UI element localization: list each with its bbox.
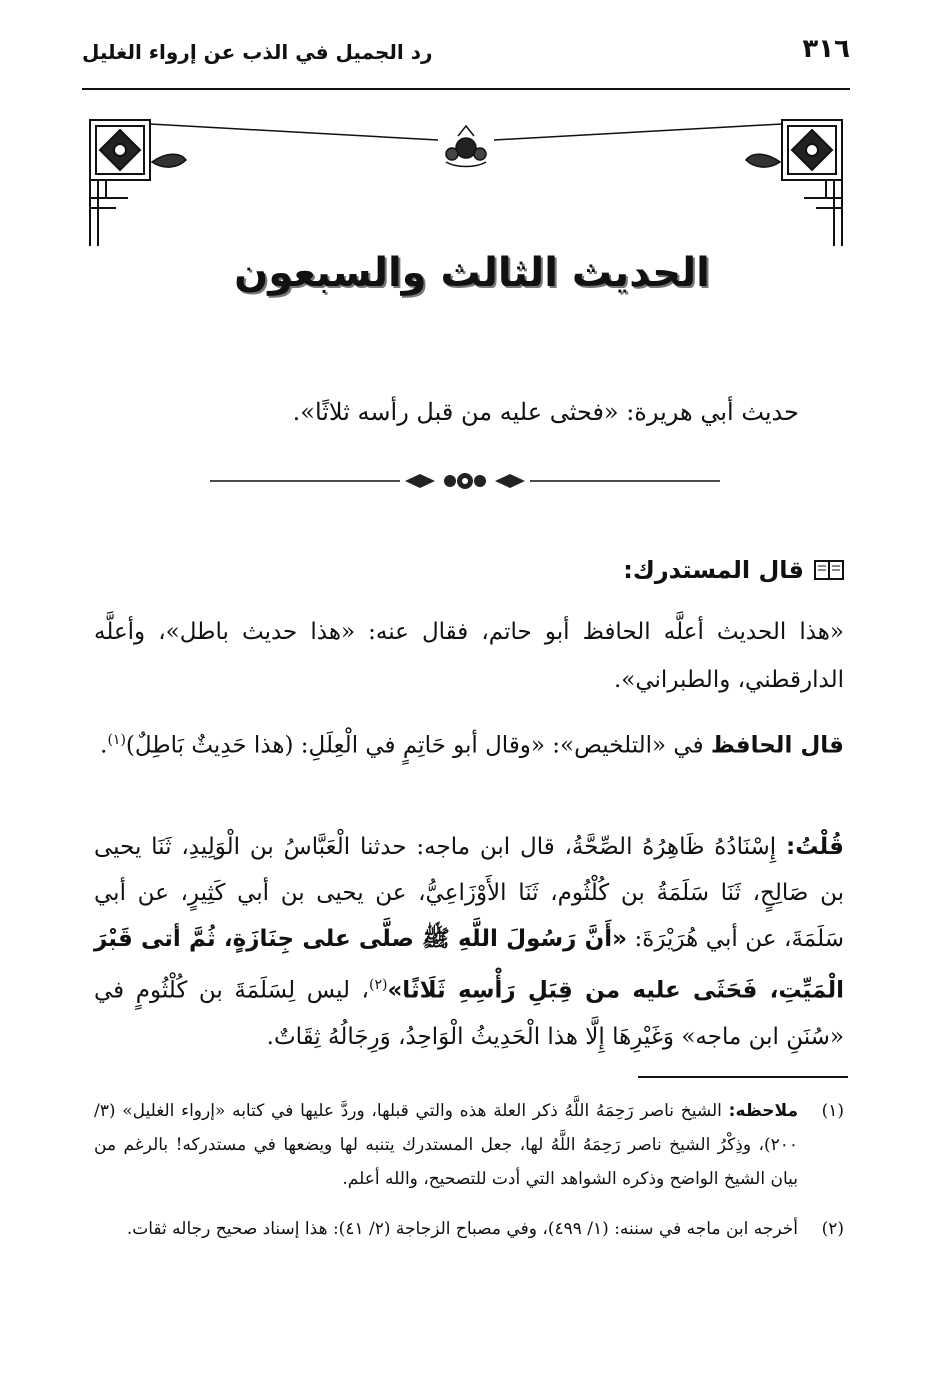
paragraph-quote-text: «هذا الحديث أعلَّه الحافظ أبو حاتم، فقال عنه: «هذا حديث باطل»، وأعلَّه الدارقطني، والطبراني». [94, 619, 844, 693]
hadith-quote-bold: «أَنَّ رَسُولَ اللَّهِ ﷺ صلَّى على جِنَازَةٍ، ثُمَّ أتى قَبْرَ الْمَيِّتِ، فَحَثَى عليه من قِبَلِ رَأْسِهِ ثَلَاثًا» [94, 926, 844, 1004]
author-text-1: إِسْنَادُهُ ظَاهِرُهُ الصِّحَّةُ، قال ابن ماجه: حدثنا الْعَبَّاسُ بن الْوَلِيدِ، ثَنَا يحيى بن صَالِحٍ، ثَنَا سَلَمَةُ بن كُلْثُوم، ثَنَا الأَوْزَاعِيُّ، عن يحيى بن أبي كَثِيرٍ، عن أبي سَلَمَةَ، عن أبي هُرَيْرَةَ: [94, 834, 844, 952]
footnote-2 [94, 1212, 844, 1246]
header-rule [82, 88, 850, 90]
hadith-statement: حديث أبي هريرة: «فحثى عليه من قبل رأسه ثلاثًا». [292, 398, 799, 426]
hafiz-lead: قال الحافظ [710, 732, 844, 759]
author-lead: قُلْتُ: [786, 834, 844, 860]
chapter-title: الحديث الثالث والسبعون [234, 250, 710, 296]
paragraph-quote [94, 608, 844, 704]
corner-ornament-left [90, 120, 150, 246]
paragraph-hafiz [94, 716, 844, 770]
footnote-ref-2[interactable]: (٢) [368, 977, 388, 993]
footnote-2-text: أخرجه ابن ماجه في سننه: (١/ ٤٩٩)، وفي مصباح الزجاجة (٢/ ٤١): هذا إسناد صحيح رجاله ثقات. [126, 1219, 798, 1239]
page-header [82, 34, 850, 84]
ornamental-frame [88, 118, 844, 250]
footnote-1-body [94, 1094, 798, 1196]
footnote-1 [94, 1094, 844, 1196]
section-heading [623, 556, 844, 584]
section-heading-label: قال المستدرك: [623, 556, 804, 584]
footnote-2-number: (٢) [821, 1219, 844, 1239]
footnote-rule [638, 1076, 848, 1078]
author-text-2: ، ليس لِسَلَمَةَ بن كُلْثُومٍ في «سُنَنِ ابن ماجه» وَغَيْرِهَا إِلَّا هذا الْحَدِيثُ الْوَاحِدُ، وَرِجَالُهُ ثِقَاتٌ. [94, 977, 844, 1050]
ornamental-divider [210, 470, 720, 492]
hafiz-text: في «التلخيص»: «وقال أبو حَاتِمٍ في الْعِلَلِ: (هذا حَدِيثٌ بَاطِلٌ) [125, 732, 711, 759]
footnote-1-lead: ملاحظه: [728, 1101, 798, 1121]
running-title: رد الجميل في الذب عن إرواء الغليل [82, 40, 433, 64]
footnote-1-text: الشيخ ناصر رَحِمَهُ اللَّهُ ذكر العلة هذه والتي قبلها، وردَّ عليها في كتابه «إرواء الغليل» (٣/ ٢٠٠)، وذِكْرُ الشيخ ناصر رَحِمَهُ اللَّهُ لها، جعل المستدرك يتنبه لها ويضعها في مستدركه! بالرغم من بيان الشيخ الواضح وذكره الشواهد التي أدت للتصحيح، والله أعلم. [94, 1101, 798, 1189]
footnote-1-number: (١) [821, 1101, 844, 1121]
page-number: ٣١٦ [802, 34, 850, 64]
hafiz-end: . [100, 732, 108, 759]
corner-ornament-right [782, 120, 842, 246]
footnote-ref-1[interactable]: (١) [107, 732, 126, 748]
paragraph-author [94, 824, 844, 1060]
center-ornament [446, 126, 486, 167]
open-book-icon [814, 559, 844, 581]
